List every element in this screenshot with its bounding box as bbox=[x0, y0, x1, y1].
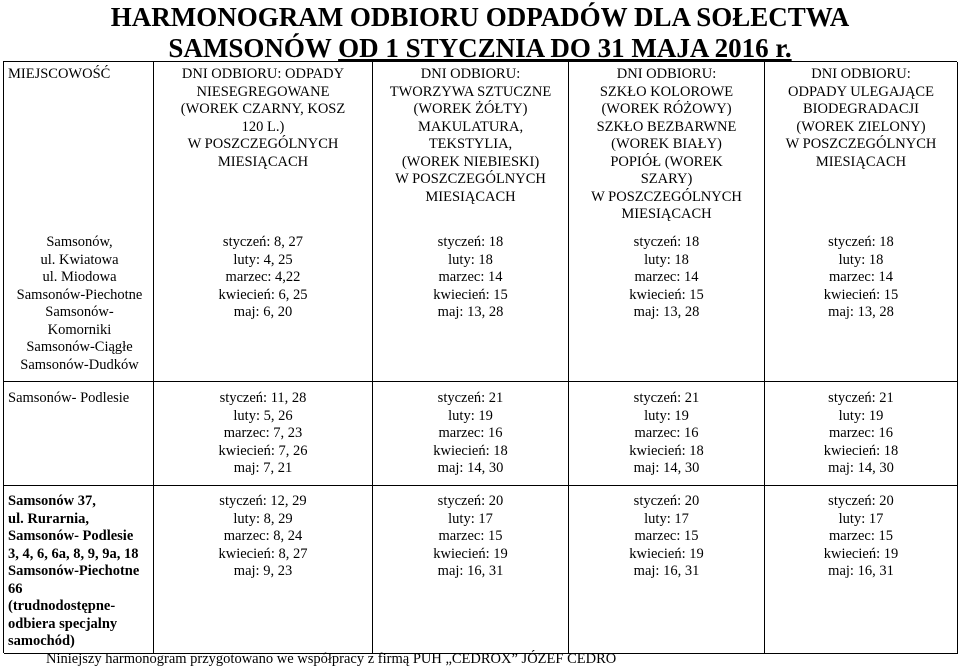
row3-col3-dates bbox=[569, 493, 764, 581]
row1-places bbox=[8, 234, 151, 374]
row2-col4-dates bbox=[765, 390, 957, 478]
text-line: styczeń: 12, 29 bbox=[219, 493, 307, 509]
cell-col2-header bbox=[373, 62, 569, 382]
text-line: maj: 16, 31 bbox=[437, 563, 504, 579]
text-line: maj: 14, 30 bbox=[633, 460, 700, 476]
text-line: marzec: 16 bbox=[438, 425, 503, 441]
text-line: styczeń: 21 bbox=[633, 390, 700, 406]
row2-col3-dates bbox=[569, 390, 764, 478]
text-line: TWORZYWA SZTUCZNE bbox=[389, 83, 552, 100]
text-line: styczeń: 20 bbox=[437, 493, 504, 509]
text-line: marzec: 15 bbox=[634, 528, 699, 544]
text-line: SZARY) bbox=[640, 171, 693, 187]
text-line: NIESEGREGOWANE bbox=[196, 83, 330, 100]
text-line: maj: 13, 28 bbox=[633, 304, 700, 320]
text-line: styczeń: 21 bbox=[437, 390, 504, 406]
text-line: luty: 5, 26 bbox=[233, 407, 293, 424]
text-line: (WOREK CZARNY, KOSZ bbox=[180, 101, 346, 117]
text-line: DNI ODBIORU: ODPADY bbox=[181, 66, 345, 82]
row3-places bbox=[8, 493, 151, 651]
text-line: kwiecień: 18 bbox=[433, 442, 508, 459]
cell-row3-col2 bbox=[373, 486, 569, 654]
place-column-header: MIEJSCOWOŚĆ bbox=[8, 66, 111, 82]
text-line: W POSZCZEGÓLNYCH bbox=[187, 136, 339, 152]
cell-row2-col3 bbox=[569, 382, 765, 486]
text-line: kwiecień: 15 bbox=[823, 286, 899, 303]
text-line: luty: 19 bbox=[644, 407, 689, 424]
text-line: styczeń: 18 bbox=[437, 234, 504, 250]
col3-header bbox=[569, 66, 764, 224]
text-line: Samsonów- Podlesie bbox=[8, 528, 134, 544]
text-line: Samsonów-Piechotne bbox=[8, 563, 140, 579]
cell-row2-col4 bbox=[765, 382, 958, 486]
text-line: marzec: 14 bbox=[828, 269, 893, 285]
text-line: marzec: 16 bbox=[828, 425, 893, 441]
text-line: marzec: 8, 24 bbox=[223, 528, 303, 544]
text-line: luty: 18 bbox=[838, 251, 884, 268]
text-line: (WOREK NIEBIESKI) bbox=[401, 153, 540, 170]
text-line: marzec: 15 bbox=[438, 528, 503, 544]
text-line: ul. Kwiatowa bbox=[40, 251, 119, 268]
text-line: TEKSTYLIA, bbox=[428, 136, 513, 152]
text-line: MIESIĄCACH bbox=[217, 153, 309, 170]
row3-col1-dates bbox=[154, 493, 372, 581]
text-line: luty: 8, 29 bbox=[233, 510, 293, 527]
text-line: POPIÓŁ (WOREK bbox=[610, 153, 723, 170]
text-line: DNI ODBIORU: bbox=[811, 66, 911, 82]
text-line: maj: 9, 23 bbox=[233, 563, 293, 579]
row1-col2-dates bbox=[373, 234, 568, 322]
schedule-table bbox=[3, 61, 957, 653]
text-line: Samsonów-Dudków bbox=[20, 356, 139, 373]
cell-place-header bbox=[4, 62, 154, 382]
text-line: luty: 17 bbox=[644, 510, 689, 527]
text-line: Samsonów-Ciągłe bbox=[26, 339, 133, 355]
text-line: (WOREK RÓŻOWY) bbox=[601, 101, 732, 117]
row1-col3-dates bbox=[569, 234, 764, 322]
text-line: (trudnodostępne- bbox=[8, 598, 116, 614]
cell-row3-place bbox=[4, 486, 154, 654]
text-line: 120 L.) bbox=[241, 118, 285, 135]
cell-row3-col1 bbox=[154, 486, 373, 654]
text-line: kwiecień: 8, 27 bbox=[218, 545, 308, 562]
text-line: maj: 13, 28 bbox=[437, 304, 504, 320]
text-line: maj: 14, 30 bbox=[828, 460, 894, 476]
cell-row3-col3 bbox=[569, 486, 765, 654]
text-line: Samsonów 37, bbox=[8, 493, 96, 509]
text-line: kwiecień: 18 bbox=[823, 442, 899, 459]
text-line: 66 bbox=[8, 580, 23, 597]
text-line: maj: 13, 28 bbox=[828, 304, 894, 320]
text-line: maj: 16, 31 bbox=[633, 563, 700, 579]
text-line: MIESIĄCACH bbox=[425, 188, 516, 205]
text-line: MIESIĄCACH bbox=[815, 153, 907, 170]
text-line: ODPADY ULEGAJĄCE bbox=[788, 83, 934, 100]
text-line: luty: 19 bbox=[838, 407, 884, 424]
title-date-range: OD 1 STYCZNIA DO 31 MAJA 2016 r. bbox=[338, 33, 792, 63]
text-line: luty: 17 bbox=[448, 510, 493, 527]
text-line: styczeń: 20 bbox=[828, 493, 894, 509]
text-line: Samsonów-Piechotne bbox=[16, 286, 143, 303]
text-line: (WOREK ZIELONY) bbox=[796, 118, 926, 135]
text-line: Samsonów, bbox=[46, 234, 113, 250]
text-line: DNI ODBIORU: bbox=[616, 66, 717, 82]
text-line: marzec: 14 bbox=[438, 269, 503, 285]
text-line: marzec: 4,22 bbox=[225, 269, 301, 285]
text-line: luty: 4, 25 bbox=[233, 251, 293, 268]
text-line: marzec: 16 bbox=[634, 425, 699, 441]
text-line: styczeń: 11, 28 bbox=[219, 390, 307, 406]
cell-row2-col2 bbox=[373, 382, 569, 486]
text-line: kwiecień: 18 bbox=[629, 442, 704, 459]
footer-note: Niniejszy harmonogram przygotowano we współpracy z firmą PUH „CEDROX” JÓZEF CEDRO bbox=[46, 651, 617, 667]
text-line: SZKŁO KOLOROWE bbox=[599, 83, 734, 100]
col2-header bbox=[373, 66, 568, 206]
title-line-1: HARMONOGRAM ODBIORU ODPADÓW DLA SOŁECTWA bbox=[110, 2, 850, 32]
text-line: ul. Miodowa bbox=[42, 269, 117, 285]
text-line: styczeń: 18 bbox=[633, 234, 700, 250]
text-line: kwiecień: 19 bbox=[823, 545, 899, 562]
text-line: SZKŁO BEZBARWNE bbox=[596, 118, 737, 135]
text-line: styczeń: 20 bbox=[633, 493, 700, 509]
text-line: W POSZCZEGÓLNYCH bbox=[591, 188, 742, 205]
text-line: marzec: 14 bbox=[634, 269, 699, 285]
text-line: maj: 7, 21 bbox=[233, 460, 293, 476]
text-line: MIESIĄCACH bbox=[621, 206, 712, 222]
text-line: ul. Rurarnia, bbox=[8, 510, 89, 527]
text-line: styczeń: 8, 27 bbox=[222, 234, 304, 250]
row1-col1-dates bbox=[154, 234, 372, 322]
text-line: maj: 6, 20 bbox=[233, 304, 293, 320]
text-line: kwiecień: 19 bbox=[629, 545, 704, 562]
text-line: styczeń: 18 bbox=[828, 234, 894, 250]
cell-row2-place bbox=[4, 382, 154, 486]
text-line: marzec: 7, 23 bbox=[223, 425, 303, 441]
cell-col4-header bbox=[765, 62, 958, 382]
text-line: BIODEGRADACJI bbox=[803, 101, 919, 117]
text-line: DNI ODBIORU: bbox=[420, 66, 521, 82]
text-line: maj: 16, 31 bbox=[828, 563, 894, 579]
text-line: Samsonów- Podlesie bbox=[8, 390, 130, 406]
text-line: odbiera specjalny bbox=[8, 615, 118, 632]
cell-col1-header bbox=[154, 62, 373, 382]
text-line: W POSZCZEGÓLNYCH bbox=[395, 171, 546, 187]
title-line-2-part-a: SAMSONÓW bbox=[168, 33, 339, 63]
col4-header bbox=[765, 66, 957, 171]
text-line: styczeń: 21 bbox=[828, 390, 894, 406]
text-line: (WOREK BIAŁY) bbox=[611, 136, 722, 152]
text-line: W POSZCZEGÓLNYCH bbox=[785, 136, 937, 152]
cell-row2-col1 bbox=[154, 382, 373, 486]
text-line: luty: 18 bbox=[448, 251, 493, 268]
text-line: luty: 19 bbox=[448, 407, 493, 424]
text-line: Komorniki bbox=[47, 321, 112, 338]
text-line: 3, 4, 6, 6a, 8, 9, 9a, 18 bbox=[8, 545, 139, 562]
row1-col4-dates bbox=[765, 234, 957, 322]
text-line: kwiecień: 7, 26 bbox=[218, 442, 308, 459]
title-line-2 bbox=[0, 33, 960, 63]
text-line: maj: 14, 30 bbox=[437, 460, 504, 476]
text-line: samochód) bbox=[8, 633, 75, 649]
cell-col3-header bbox=[569, 62, 765, 382]
text-line: MAKULATURA, bbox=[417, 118, 524, 135]
cell-row3-col4 bbox=[765, 486, 958, 654]
row2-places bbox=[8, 390, 151, 408]
text-line: kwiecień: 15 bbox=[629, 286, 704, 303]
text-line: Samsonów- bbox=[45, 304, 114, 320]
text-line: kwiecień: 6, 25 bbox=[218, 286, 308, 303]
row3-col4-dates bbox=[765, 493, 957, 581]
row2-col1-dates bbox=[154, 390, 372, 478]
text-line: luty: 17 bbox=[838, 510, 884, 527]
row3-col2-dates bbox=[373, 493, 568, 581]
text-line: (WOREK ŻÓŁTY) bbox=[413, 101, 528, 117]
row2-col2-dates bbox=[373, 390, 568, 478]
col1-header bbox=[154, 66, 372, 171]
text-line: luty: 18 bbox=[644, 251, 689, 268]
text-line: marzec: 15 bbox=[828, 528, 893, 544]
text-line: kwiecień: 15 bbox=[433, 286, 508, 303]
text-line: kwiecień: 19 bbox=[433, 545, 508, 562]
